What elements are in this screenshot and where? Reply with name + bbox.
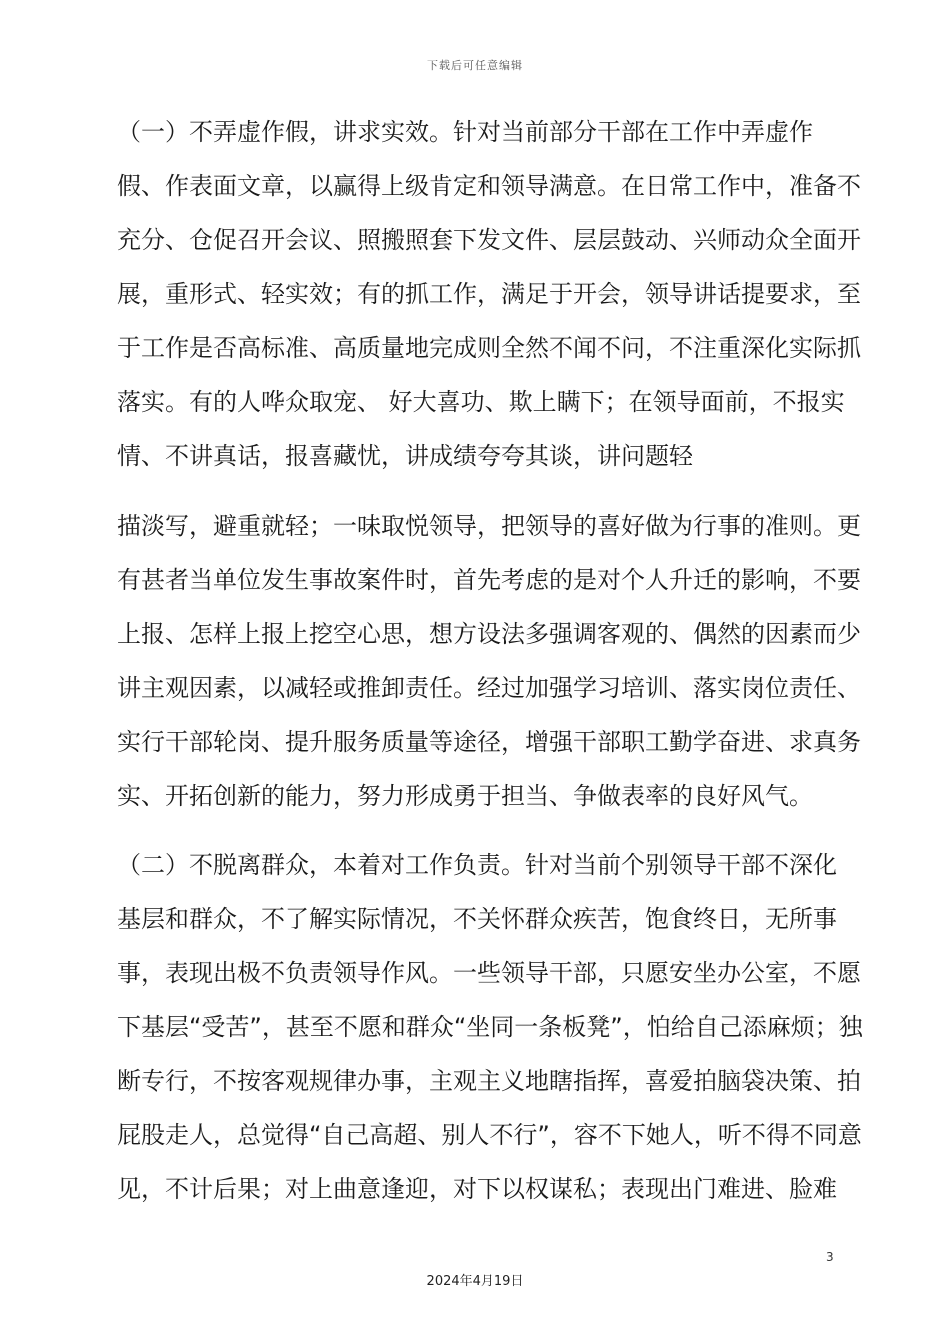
page-number: 3 <box>826 1250 834 1264</box>
text-line: 情、不讲真话，报喜藏忧，讲成绩夸夸其谈，讲问题轻 <box>117 442 693 470</box>
text-line: （一）不弄虚作假，讲求实效。针对当前部分干部在工作中弄虚作 <box>117 118 813 146</box>
text-line: 实行干部轮岗、提升服务质量等途径，增强干部职工勤学奋进、求真务 <box>117 728 861 756</box>
text-line: 见，不计后果；对上曲意逢迎，对下以权谋私；表现出门难进、脸难 <box>117 1175 837 1203</box>
text-line: 假、作表面文章，以赢得上级肯定和领导满意。在日常工作中，准备不 <box>117 172 861 200</box>
text-line: 屁股走人，总觉得“自己高超、别人不行”，容不下她人，听不得不同意 <box>117 1121 862 1149</box>
text-line: 事，表现出极不负责领导作风。一些领导干部，只愿安坐办公室，不愿 <box>117 959 861 987</box>
text-line: 讲主观因素，以减轻或推卸责任。经过加强学习培训、落实岗位责任、 <box>117 674 861 702</box>
footer-date: 2024年4月19日 <box>426 1274 524 1289</box>
text-line: 展，重形式、轻实效；有的抓工作，满足于开会，领导讲话提要求，至 <box>117 280 861 308</box>
text-line: 描淡写，避重就轻；一味取悦领导，把领导的喜好做为行事的准则。更 <box>117 512 861 540</box>
text-line: 于工作是否高标准、高质量地完成则全然不闻不问，不注重深化实际抓 <box>117 334 861 362</box>
text-line: 有甚者当单位发生事故案件时，首先考虑的是对个人升迁的影响，不要 <box>117 566 861 594</box>
text-line: 实、开拓创新的能力，努力形成勇于担当、争做表率的良好风气。 <box>117 782 813 810</box>
text-line: （二）不脱离群众，本着对工作负责。针对当前个别领导干部不深化 <box>117 851 837 879</box>
text-line: 上报、怎样上报上挖空心思，想方设法多强调客观的、偶然的因素而少 <box>117 620 861 648</box>
text-line: 断专行，不按客观规律办事，主观主义地瞎指挥，喜爱拍脑袋决策、拍 <box>117 1067 861 1095</box>
text-line: 充分、仓促召开会议、照搬照套下发文件、层层鼓动、兴师动众全面开 <box>117 226 861 254</box>
text-line: 下基层“受苦”，甚至不愿和群众“坐同一条板凳”，怕给自己添麻烦；独 <box>117 1013 863 1041</box>
page-header: 下载后可任意编辑 <box>427 59 523 72</box>
text-line: 落实。有的人哗众取宠、 好大喜功、欺上瞒下；在领导面前，不报实 <box>117 388 845 416</box>
text-line: 基层和群众，不了解实际情况，不关怀群众疾苦，饱食终日，无所事 <box>117 905 837 933</box>
